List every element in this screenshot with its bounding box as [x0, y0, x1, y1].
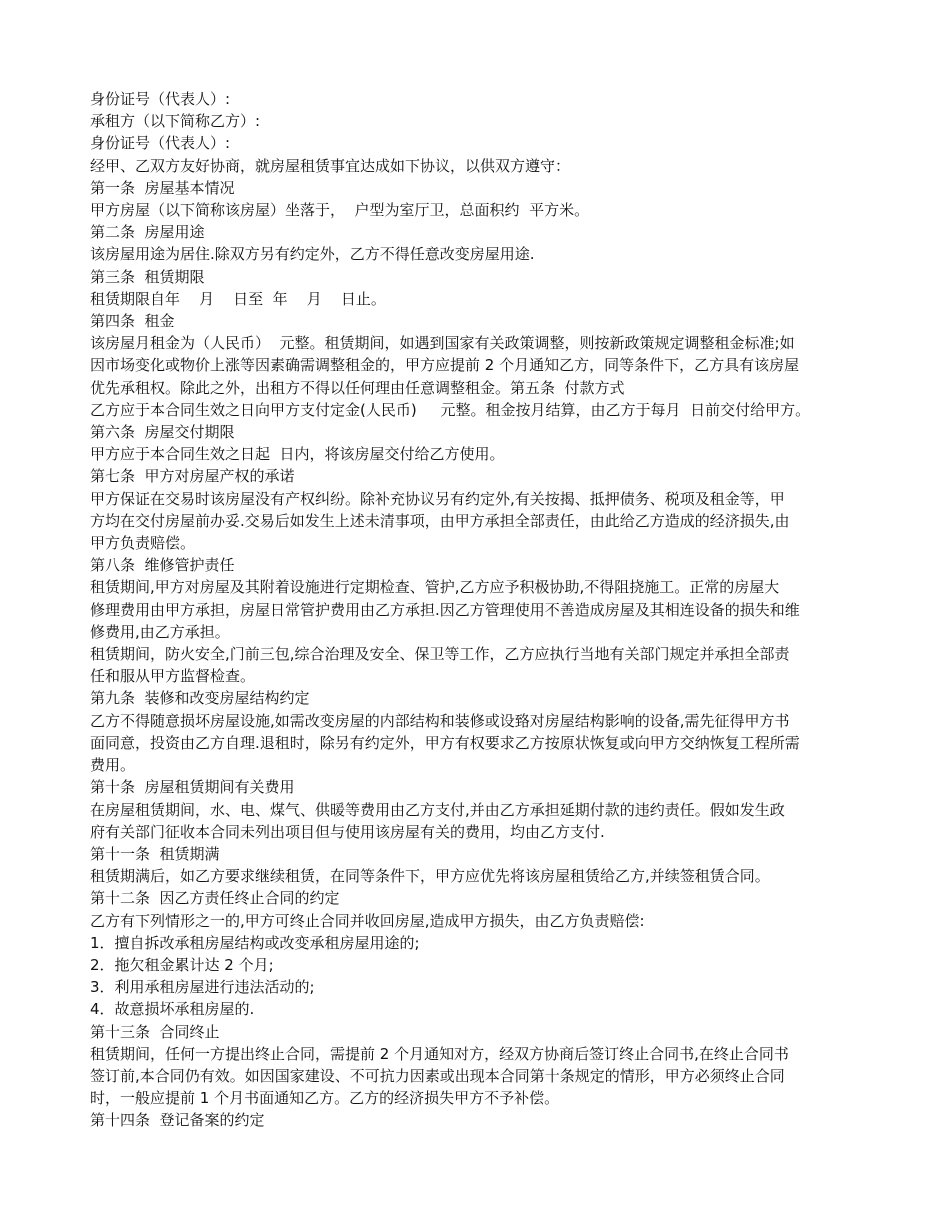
- document-line: 租赁期满后，如乙方要求继续租赁，在同等条件下，甲方应优先将该房屋租赁给乙方,并续签租赁合同。: [90, 867, 770, 886]
- document-line: 签订前,本合同仍有效。如因国家建设、不可抗力因素或出现本合同第十条规定的情形，甲方必须终止合同: [90, 1066, 785, 1085]
- document-line: 租赁期限自年 月 日至 年 月 日止。: [90, 289, 386, 308]
- document-line: 第八条 维修管护责任: [90, 556, 235, 575]
- document-line: 1．擅自拆改承租房屋结构或改变承租房屋用途的;: [90, 933, 420, 952]
- document-line: 修费用,由乙方承担。: [90, 622, 230, 641]
- document-line: 第十条 房屋租赁期间有关费用: [90, 778, 295, 797]
- document-line: 租赁期间，任何一方提出终止合同，需提前 2 个月通知对方，经双方协商后签订终止合同书,在终止合同书: [90, 1044, 789, 1063]
- document-line: 第十二条 因乙方责任终止合同的约定: [90, 889, 340, 908]
- document-line: 3．利用承租房屋进行违法活动的;: [90, 978, 315, 997]
- document-line: 任和服从甲方监督检查。: [90, 667, 256, 686]
- document-line: 身份证号（代表人）:: [90, 90, 231, 108]
- document-line: 第四条 租金: [90, 312, 175, 331]
- document-line: 经甲、乙双方友好协商，就房屋租赁事宜达成如下协议，以供双方遵守：: [90, 156, 571, 175]
- document-line: 甲方保证在交易时该房屋没有产权纠纷。除补充协议另有约定外,有关按揭、抵押债务、税项及租金等，甲: [90, 489, 785, 508]
- document-line: 第二条 房屋用途: [90, 223, 205, 242]
- document-line: 2．拖欠租金累计达 2 个月;: [90, 955, 274, 974]
- document-line: 租赁期间,甲方对房屋及其附着设施进行定期检查、管护,乙方应予积极协助,不得阻挠施工。正常的房屋大: [90, 578, 780, 597]
- document-line: 租赁期间，防火安全,门前三包,综合治理及安全、保卫等工作，乙方应执行当地有关部门规定并承担全部责: [90, 645, 790, 664]
- document-line: 第十一条 租赁期满: [90, 844, 220, 863]
- document-line: 该房屋月租金为（人民币） 元整。租赁期间，如遇到国家有关政策调整，则按新政策规定调整租金标准;如: [90, 334, 795, 353]
- document-line: 甲方负责赔偿。: [90, 534, 196, 553]
- document-line: 面同意，投资由乙方自理.退租时，除另有约定外，甲方有权要求乙方按原状恢复或向甲方交纳恢复工程所需: [90, 733, 800, 752]
- document-line: 第六条 房屋交付期限: [90, 423, 235, 442]
- document-line: 方均在交付房屋前办妥.交易后如发生上述未清事项，由甲方承担全部责任，由此给乙方造成的经济损失,由: [90, 511, 790, 530]
- document-page: [90, 88, 870, 1132]
- document-line: 因市场变化或物价上涨等因素确需调整租金的，甲方应提前 2 个月通知乙方，同等条件下，乙方具有该房屋: [90, 356, 800, 375]
- document-line: 第十三条 合同终止: [90, 1022, 220, 1041]
- document-line: 4．故意损坏承租房屋的.: [90, 1000, 255, 1019]
- document-line: 承租方（以下简称乙方）:: [90, 112, 261, 131]
- document-line: 优先承租权。除此之外，出租方不得以任何理由任意调整租金。第五条 付款方式: [90, 378, 625, 397]
- document-line: 第三条 租赁期限: [90, 267, 205, 286]
- document-line: 甲方房屋（以下简称该房屋）坐落于， 户型为室厅卫，总面积约 平方米。: [90, 201, 590, 220]
- document-line: 乙方有下列情形之一的,甲方可终止合同并收回房屋,造成甲方损失，由乙方负责赔偿:: [90, 911, 645, 930]
- document-line: 第七条 甲方对房屋产权的承诺: [90, 467, 295, 486]
- document-line: 第九条 装修和改变房屋结构约定: [90, 689, 310, 708]
- document-line: 乙方不得随意损坏房屋设施,如需改变房屋的内部结构和装修或设臵对房屋结构影响的设备,需先征得甲方书: [90, 711, 790, 730]
- document-line: 费用。: [90, 756, 136, 775]
- document-line: 时，一般应提前 1 个月书面通知乙方。乙方的经济损失甲方不予补偿。: [90, 1089, 560, 1108]
- document-line: 第十四条 登记备案的约定: [90, 1111, 265, 1130]
- document-line: 府有关部门征收本合同未列出项目但与使用该房屋有关的费用，均由乙方支付.: [90, 822, 605, 841]
- document-line: 第一条 房屋基本情况: [90, 178, 235, 197]
- document-line: 身份证号（代表人）:: [90, 134, 231, 153]
- document-line: 甲方应于本合同生效之日起 日内，将该房屋交付给乙方使用。: [90, 445, 505, 464]
- document-line: 该房屋用途为居住.除双方另有约定外，乙方不得任意改变房屋用途.: [90, 245, 535, 264]
- document-line: 乙方应于本合同生效之日向甲方支付定金(人民币) 元整。租金按月结算，由乙方于每月 日前交付给甲方。: [90, 400, 811, 419]
- document-line: 修理费用由甲方承担，房屋日常管护费用由乙方承担.因乙方管理使用不善造成房屋及其相连设备的损失和维: [90, 600, 800, 619]
- document-line: 在房屋租赁期间，水、电、煤气、供暖等费用由乙方支付,并由乙方承担延期付款的违约责任。假如发生政: [90, 800, 785, 819]
